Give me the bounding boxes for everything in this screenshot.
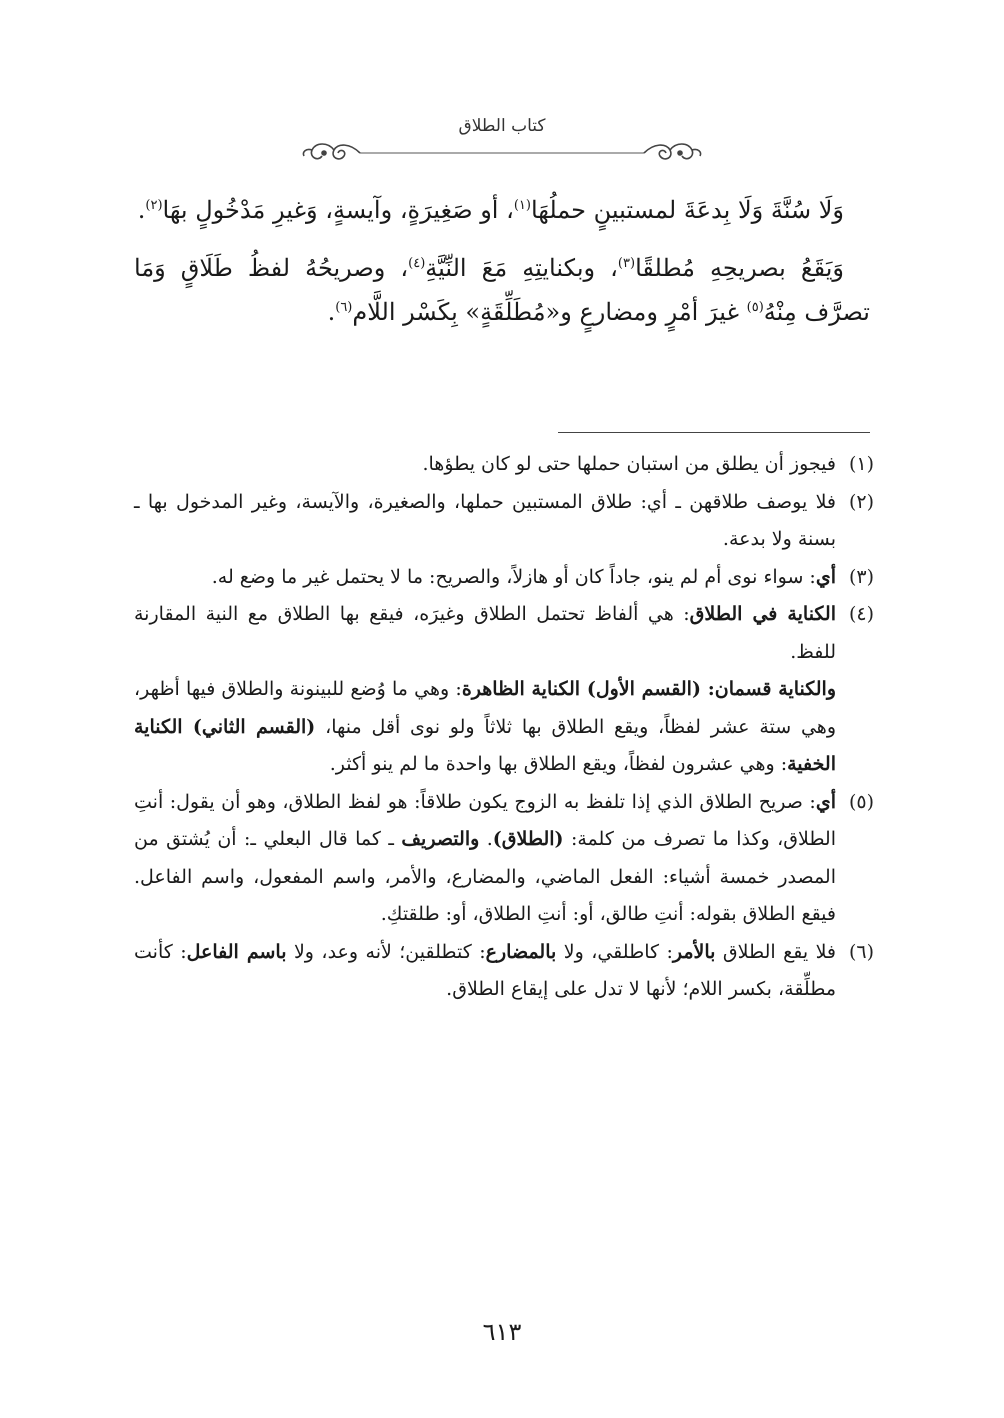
footnotes xyxy=(134,446,874,1009)
footnote-6 xyxy=(134,934,874,1009)
footnote-ref-3: (٣) xyxy=(617,256,636,271)
footnote-3 xyxy=(134,559,874,597)
header-title: كتاب الطلاق xyxy=(458,116,546,136)
footnote-number: (٣) xyxy=(848,565,874,588)
main-paragraph-1: وَلَا سُنَّةَ وَلَا بِدعَةَ لمستبينٍ حملُهَا$^{(١)}$، أو صَغِيرَةٍ، وآيسةٍ، وَغيرِ مَدْخُولٍ بهَا$^{(٢)}$. xyxy=(137,196,844,224)
footnote-ref-2: (٢) xyxy=(145,198,163,213)
footnote-2 xyxy=(134,484,874,559)
footnote-number: (١) xyxy=(848,453,874,475)
footnote-number: (٦) xyxy=(848,940,874,963)
footnote-text: فيجوز أن يطلق من استبان حملها حتى لو كان يطؤها. xyxy=(422,453,836,475)
footnote-1 xyxy=(134,446,874,484)
footnote-text: أي: سواء نوى أم لم ينو، جاداً كان أو هازلاً، والصريح: ما لا يحتمل غير ما وضع له. xyxy=(211,565,836,588)
footnote-number: (٢) xyxy=(848,490,874,513)
footnote-4 xyxy=(134,596,874,671)
footnote-ref-5: (٥) xyxy=(746,300,764,315)
footnote-ref-6: (٦) xyxy=(335,300,353,315)
footnote-5 xyxy=(134,784,874,934)
main-text xyxy=(134,188,870,348)
page-number: ٦١٣ xyxy=(482,1318,522,1346)
footnote-text: فلا يوصف طلاقهن ـ أي: طلاق المستبين حملها، والصغيرة، والآيسة، وغير المدخول بها ـ بسنة ولا بدعة. xyxy=(134,490,836,550)
footnote-ref-4: (٤) xyxy=(408,256,426,271)
running-header xyxy=(0,112,1004,172)
footnote-ref-1: (١) xyxy=(513,198,531,213)
header-ornament-icon xyxy=(300,138,704,168)
footnote-4-continuation: والكناية قسمان: (القسم الأول) الكناية الظاهرة: وهي ما وُضع للبينونة والطلاق فيها أظهر، وهي ستة عشر لفظاً، ويقع الطلاق بها ثلاثاً ولو نوى أقل منها، (القسم الثاني) الكناية الخفية: وهي عشرون لفظاً، ويقع الطلاق بها واحدة ما لم ينو أكثر. xyxy=(134,678,837,775)
footnote-text: أي: صريح الطلاق الذي إذا تلفظ به الزوج يكون طلاقاً: هو لفظ الطلاق، وهو أن يقول: أنتِ الطلاق، وكذا ما تصرف من كلمة: (الطلاق). والتصريف ـ كما قال البعلي ـ: أن يُشتق من المصدر خمسة أشياء: الفعل الماضي، والمضارع، والأمر، واسم المفعول، واسم الفاعل. فيقع الطلاق بقوله: أنتِ طالق، أو: أنتِ الطلاق، أو: طلقتكِ. xyxy=(134,790,836,925)
footnote-text: فلا يقع الطلاق بالأمر: كاطلقي، ولا بالمضارع: كتطلقين؛ لأنه وعد، ولا باسم الفاعل: كأنت مطلِّقة، بكسر اللام؛ لأنها لا تدل على إيقاع الطلاق. xyxy=(134,940,836,1000)
footnote-number: (٤) xyxy=(848,603,874,625)
footnote-separator xyxy=(558,432,870,433)
footnote-text: الكناية في الطلاق: هي ألفاظ تحتمل الطلاق وغيرَه، فيقع بها الطلاق مع النية المقارنة للفظ. xyxy=(134,603,836,663)
main-paragraph-2: وَيَقَعُ بصريحِهِ مُطلقًا$^{(٣)}$، وبكنايتِهِ مَعَ النِّيَّةِ$^{(٤)}$، وصريحُهُ لفظُ طَلَاقٍ وَمَا تصرَّف مِنْهُ$^{(٥)}$ غيرَ أمْرٍ ومضارعٍ و«مُطَلِّقَةٍ» بِكَسْر اللَّام$^{(٦)}$. xyxy=(134,254,870,326)
footnote-number: (٥) xyxy=(848,790,874,813)
